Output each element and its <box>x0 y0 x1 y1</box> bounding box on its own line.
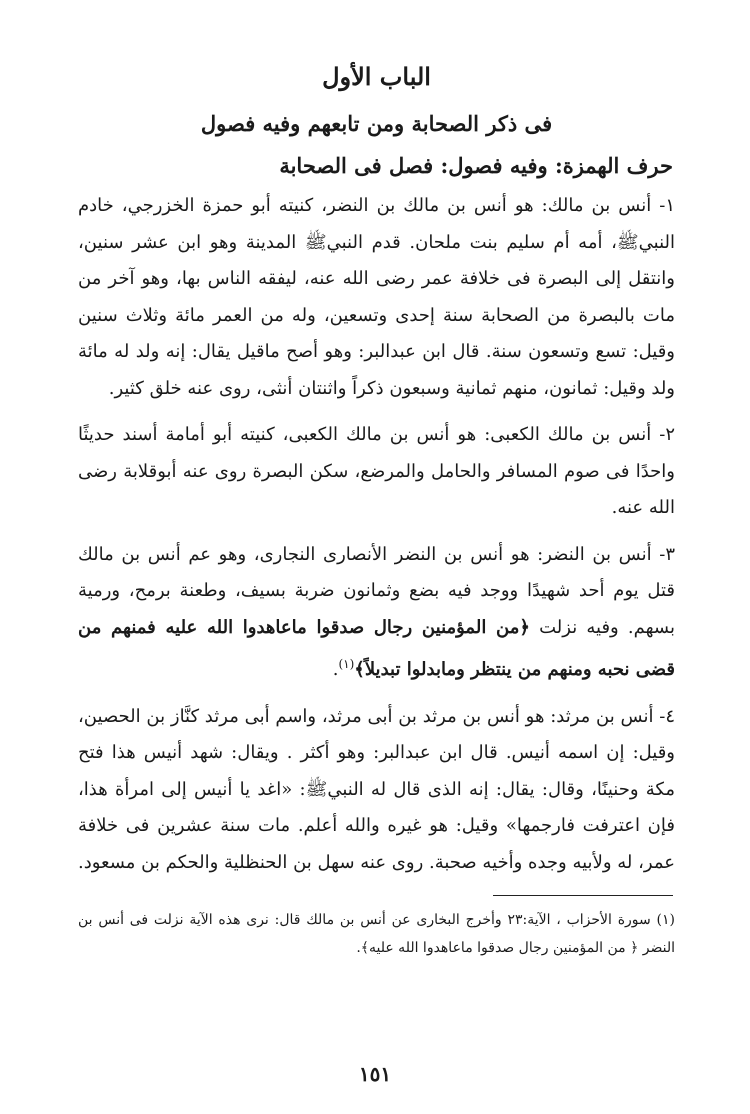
entry-2: ٢- أنس بن مالك الكعبى: هو أنس بن مالك الكعبى، كنيته أبو أمامة أسند حديثًا واحدًا فى صوم المسافر والحامل والمرضع، سكن البصرة روى عنه أبوقلابة رضى الله عنه. <box>78 424 675 518</box>
entry-3 <box>78 537 675 689</box>
chapter-title: الباب الأول <box>322 62 431 91</box>
entry-3-text: ٣- أنس بن النضر: هو أنس بن النضر الأنصارى النجارى، وهو عم أنس بن مالك قتل يوم أحد شهيدًا ووجد فيه بضع وثمانون ضربة بسيف، وطعنة برمح، ورمية بسهم. وفيه نزلت <box>78 543 675 638</box>
entry-4: ٤- أنس بن مرثد: هو أنس بن مرثد بن أبى مرثد، واسم أبى مرثد كنَّاز بن الحصين، وقيل: إن اسمه أنيس. قال ابن عبدالبر: وهو أكثر . ويقال: شهد أنيس هذا فتح مكة وحنينًا، وقال: يقال: إنه الذى قال له النبيﷺ: «اغد يا أنيس إلى امرأة هذا، فإن اعترفت فارجمها» وقيل: هو غيره والله أعلم. مات سنة عشرين فى خلافة عمر، له ولأبيه وجده وأخيه صحبة. روى عنه سهل بن الحنظلية والحكم بن مسعود. <box>78 705 675 873</box>
chapter-subtitle: فى ذكر الصحابة ومن تابعهم وفيه فصول <box>200 111 553 136</box>
entry-1: ١- أنس بن مالك: هو أنس بن مالك بن النضر، كنيته أبو حمزة الخزرجي، خادم النبيﷺ، أمه أم سليم بنت ملحان. قدم النبيﷺ المدينة وهو ابن عشر سنين، وانتقل إلى البصرة فى خلافة عمر رضى الله عنه، ليفقه الناس بها، وهو آخر من مات بالبصرة من الصحابة سنة إحدى وتسعين، وله من العمر مائة وثلاث سنين وقيل: تسع وتسعون سنة. قال ابن عبدالبر: وهو أصح ماقيل يقال: إنه ولد له مائة ولد وقيل: ثمانون، منهم ثمانية وسبعون ذكراً واثنتان أنثى، روى عنه خلق كثير. <box>78 195 675 399</box>
quran-verse: ﴿من المؤمنين رجال صدقوا ماعاهدوا الله عليه فمنهم من قضى نحبه ومنهم من ينتظر ومابدلوا تبديلاً﴾ <box>78 616 675 680</box>
footnote-ref: (١) <box>338 657 355 671</box>
footnote-divider <box>493 895 673 896</box>
entry-3-tail: . <box>332 659 339 680</box>
page-number: ١٥١ <box>358 1062 392 1086</box>
section-heading: حرف الهمزة: وفيه فصول: فصل فى الصحابة <box>279 153 673 178</box>
footnote: (١) سورة الأحزاب ، الآية:٢٣ وأخرج البخارى عن أنس بن مالك قال: نرى هذه الآية نزلت فى أنس بن النضر ﴿ من المؤمنين رجال صدقوا ماعاهدوا الله عليه﴾. <box>78 912 675 956</box>
